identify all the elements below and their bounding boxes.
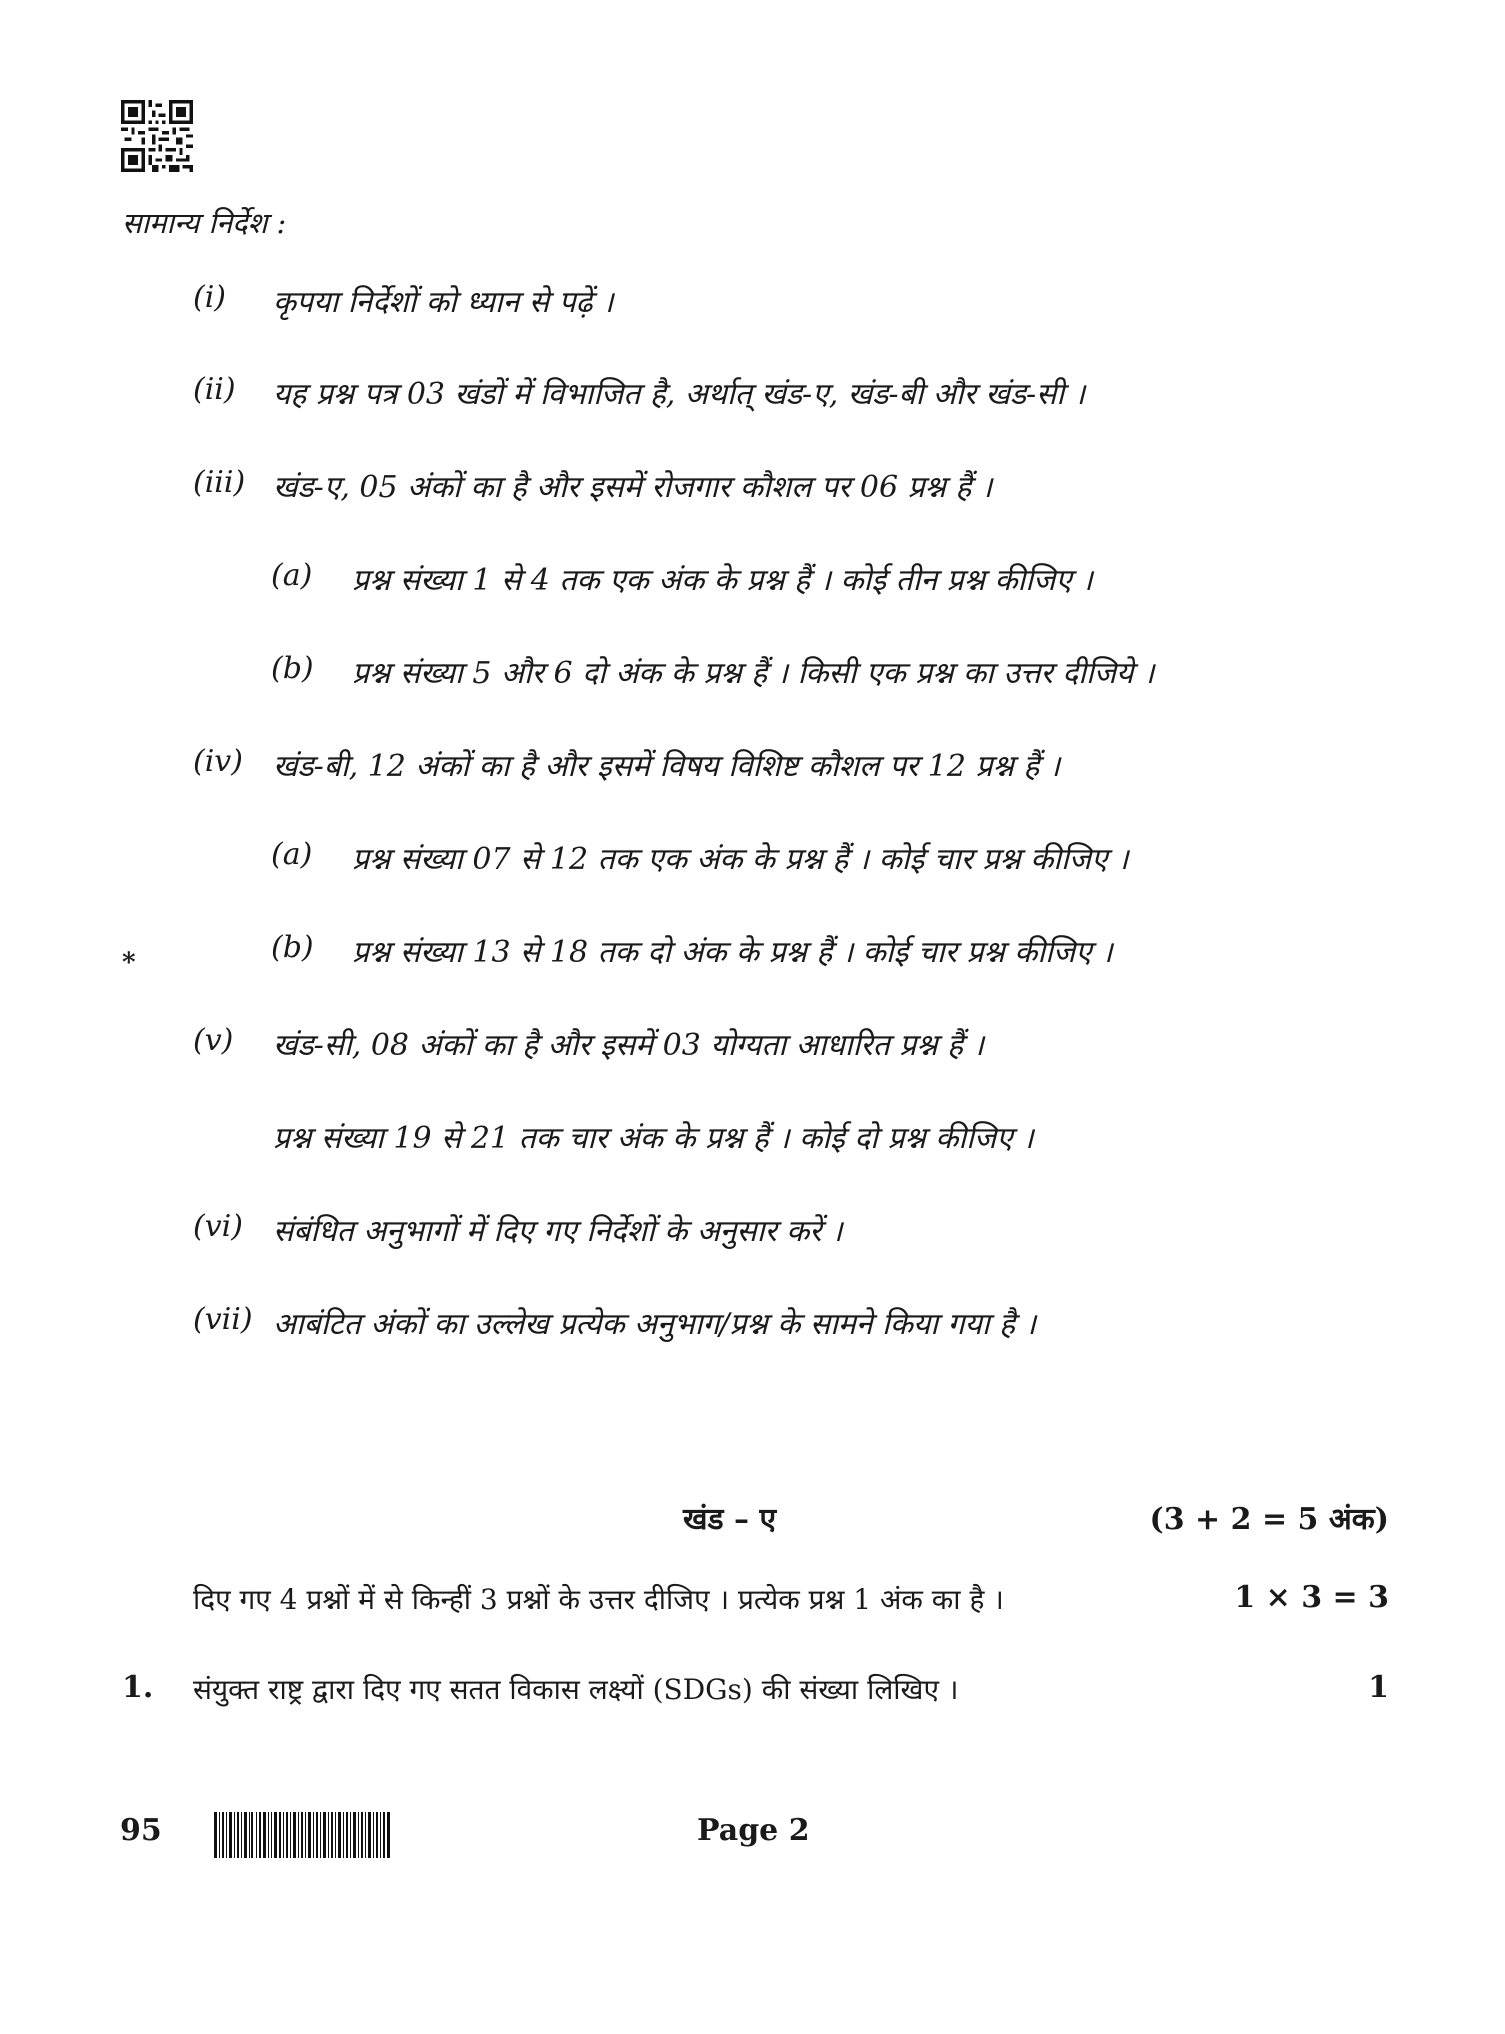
item-text: संबंधित अनुभागों में दिए गए निर्देशों के अनुसार करें । xyxy=(273,1214,843,1249)
subitem-letter: (b) xyxy=(271,651,314,686)
section-direction: दिए गए 4 प्रश्नों में से किन्हीं 3 प्रश्नों के उत्तर दीजिए । प्रत्येक प्रश्न 1 अंक का है । xyxy=(193,1583,1004,1616)
subitem-text: प्रश्न संख्या 1 से 4 तक एक अंक के प्रश्न हैं । कोई तीन प्रश्न कीजिए । xyxy=(352,563,1093,598)
subitem-letter: (a) xyxy=(271,837,313,872)
item-text: प्रश्न संख्या 19 से 21 तक चार अंक के प्रश्न हैं । कोई दो प्रश्न कीजिए । xyxy=(273,1121,1034,1156)
item-text: खंड-ए, 05 अंकों का है और इसमें रोजगार कौशल पर 06 प्रश्न हैं । xyxy=(273,470,993,505)
item-text: खंड-सी, 08 अंकों का है और इसमें 03 योग्यता आधारित प्रश्न हैं । xyxy=(273,1028,984,1063)
subitem-letter: (b) xyxy=(271,930,314,965)
item-number: (ii) xyxy=(193,372,236,407)
item-number: (i) xyxy=(193,280,227,315)
subitem-text: प्रश्न संख्या 5 और 6 दो अंक के प्रश्न हैं । किसी एक प्रश्न का उत्तर दीजिये । xyxy=(352,656,1155,691)
question-text: संयुक्त राष्ट्र द्वारा दिए गए सतत विकास लक्ष्यों (SDGs) की संख्या लिखिए । xyxy=(193,1673,959,1706)
item-number: (iii) xyxy=(193,465,246,500)
item-text: आबंटित अंकों का उल्लेख प्रत्येक अनुभाग/प्रश्न के सामने किया गया है । xyxy=(273,1307,1037,1342)
item-number: (iv) xyxy=(193,744,243,779)
item-text: कृपया निर्देशों को ध्यान से पढ़ें । xyxy=(273,285,614,320)
qr-code-icon xyxy=(121,100,193,172)
barcode-icon xyxy=(214,1812,390,1858)
item-text: खंड-बी, 12 अंकों का है और इसमें विषय विशिष्ट कौशल पर 12 प्रश्न हैं । xyxy=(273,749,1061,784)
item-number: (v) xyxy=(193,1023,234,1058)
item-text: यह प्रश्न पत्र 03 खंडों में विभाजित है, अर्थात् खंड-ए, खंड-बी और खंड-सी । xyxy=(273,377,1086,412)
direction-marks: 1 × 3 = 3 xyxy=(1234,1580,1389,1615)
subitem-text: प्रश्न संख्या 13 से 18 तक दो अंक के प्रश्न हैं । कोई चार प्रश्न कीजिए । xyxy=(352,935,1113,970)
section-marks: (3 + 2 = 5 अंक) xyxy=(1149,1502,1389,1537)
item-number: (vi) xyxy=(193,1209,243,1244)
page-number: Page 2 xyxy=(697,1813,810,1848)
subitem-letter: (a) xyxy=(271,558,313,593)
question-marks: 1 xyxy=(1368,1670,1389,1705)
item-number: (vii) xyxy=(193,1302,253,1337)
margin-asterisk: * xyxy=(122,948,136,978)
instructions-title: सामान्य निर्देश : xyxy=(122,206,287,240)
section-title: खंड – ए xyxy=(683,1502,777,1537)
subitem-text: प्रश्न संख्या 07 से 12 तक एक अंक के प्रश्न हैं । कोई चार प्रश्न कीजिए । xyxy=(352,842,1129,877)
paper-code: 95 xyxy=(120,1813,162,1848)
question-number: 1. xyxy=(122,1670,154,1705)
